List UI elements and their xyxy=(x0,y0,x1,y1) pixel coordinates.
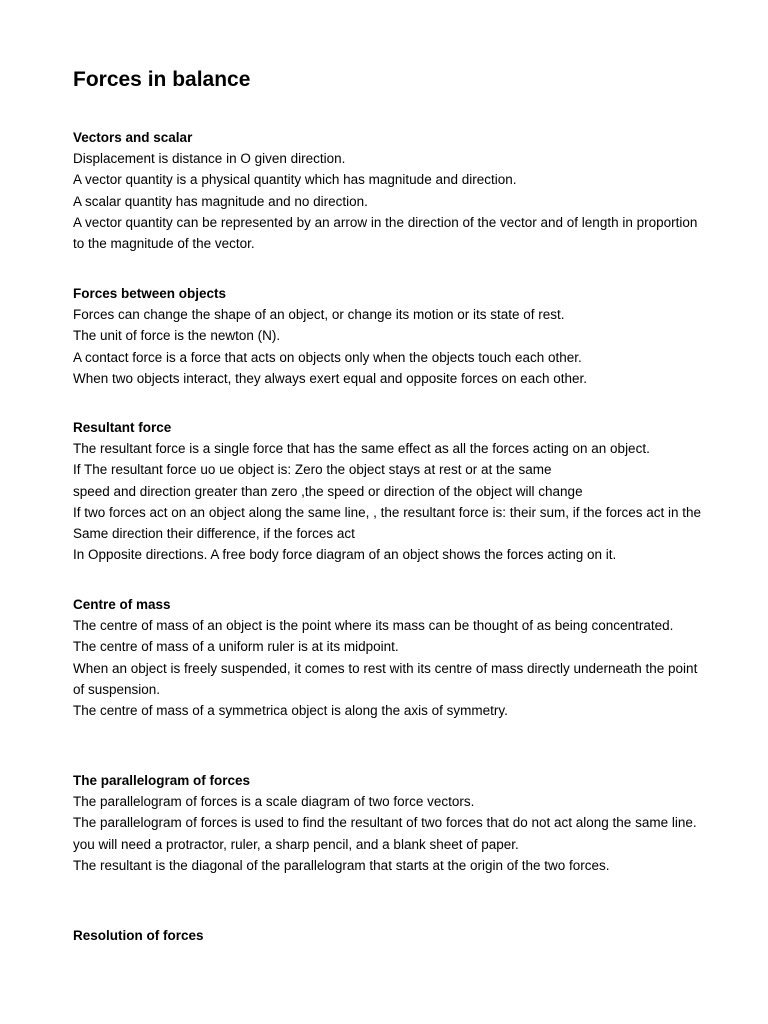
paragraph-line: The parallelogram of forces is a scale diagram of two force vectors. xyxy=(73,794,475,810)
paragraph-line: The resultant is the diagonal of the parallelogram that starts at the origin of the two forces. xyxy=(73,857,610,873)
paragraph-line: you will need a protractor, ruler, a sharp pencil, and a blank sheet of paper. xyxy=(73,836,519,852)
paragraph-line: If The resultant force uo ue object is: Zero the object stays at rest or at the same xyxy=(73,462,552,478)
section-vectors-and-scalar xyxy=(73,127,703,254)
section-centre-of-mass xyxy=(73,594,703,721)
section-heading: Centre of mass xyxy=(73,597,171,612)
section-heading: The parallelogram of forces xyxy=(73,773,251,788)
section-heading: Resolution of forces xyxy=(73,928,204,943)
paragraph-line: A vector quantity is a physical quantity which has magnitude and direction. xyxy=(73,172,517,188)
section-heading: Forces between objects xyxy=(73,286,227,301)
section-heading: Vectors and scalar xyxy=(73,130,193,145)
paragraph-line: The centre of mass of an object is the point where its mass can be thought of as being concentrated. xyxy=(73,618,674,634)
paragraph-line: speed and direction greater than zero ,the speed or direction of the object will change xyxy=(73,483,583,499)
section-heading: Resultant force xyxy=(73,420,172,435)
paragraph-line: In Opposite directions. A free body force diagram of an object shows the forces acting on it. xyxy=(73,547,617,563)
paragraph-line: The unit of force is the newton (N). xyxy=(73,328,281,344)
paragraph-line: If two forces act on an object along the same line, , the resultant force is: their sum, if the forces act in the Same direction their difference, if the forces act xyxy=(73,504,702,542)
paragraph-line: Forces can change the shape of an object, or change its motion or its state of rest. xyxy=(73,307,565,323)
section-parallelogram-of-forces xyxy=(73,770,703,876)
paragraph-line: Displacement is distance in O given direction. xyxy=(73,151,346,167)
section-forces-between-objects xyxy=(73,283,703,389)
paragraph-line: The centre of mass of a symmetrica object is along the axis of symmetry. xyxy=(73,703,508,719)
paragraph-line: The parallelogram of forces is used to find the resultant of two forces that do not act along the same line. xyxy=(73,815,697,831)
paragraph-line: A contact force is a force that acts on objects only when the objects touch each other. xyxy=(73,349,582,365)
paragraph-line: A scalar quantity has magnitude and no direction. xyxy=(73,193,368,209)
paragraph-line: When an object is freely suspended, it comes to rest with its centre of mass directly underneath the point of suspension. xyxy=(73,660,698,697)
paragraph-line: The resultant force is a single force that has the same effect as all the forces acting on an object. xyxy=(73,441,650,457)
paragraph-line: The centre of mass of a uniform ruler is at its midpoint. xyxy=(73,639,399,655)
section-resultant-force xyxy=(73,417,703,565)
section-resolution-of-forces xyxy=(73,925,703,946)
paragraph-line: A vector quantity can be represented by an arrow in the direction of the vector and of length in proportion to the magnitude of the vector. xyxy=(73,214,698,252)
paragraph-line: When two objects interact, they always exert equal and opposite forces on each other. xyxy=(73,370,588,386)
page-title: Forces in balance xyxy=(73,68,251,91)
